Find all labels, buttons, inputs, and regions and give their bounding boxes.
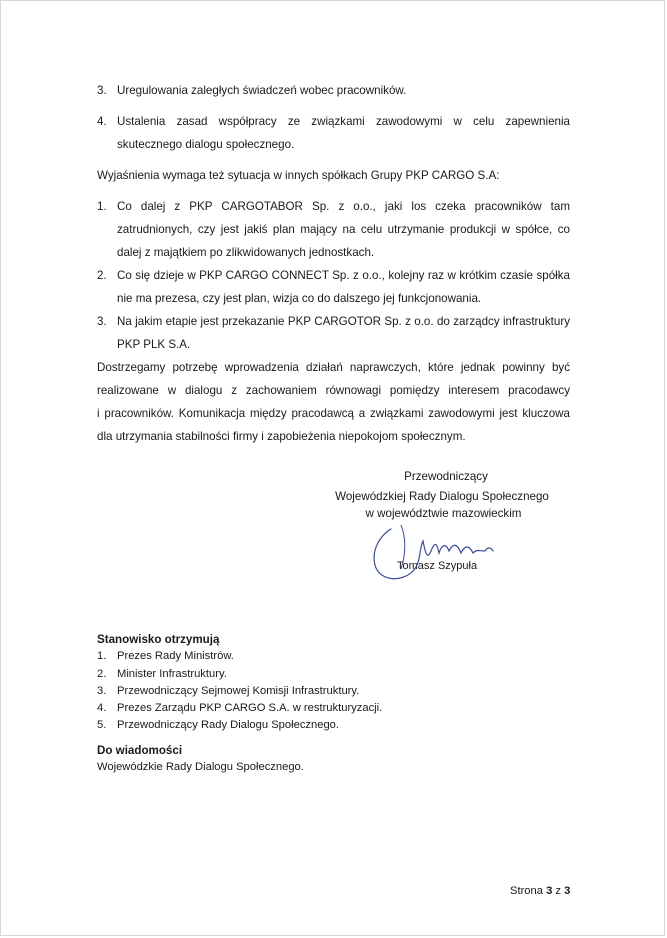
list-item — [97, 666, 497, 683]
page-label: Strona — [510, 885, 543, 897]
list-number: 3. — [97, 84, 107, 97]
page-separator: z — [555, 885, 562, 897]
info-text: Wojewódzkie Rady Dialogu Społecznego. — [97, 761, 304, 774]
list-number: 1. — [97, 200, 107, 213]
list-text: Co się dzieje w PKP CARGO CONNECT Sp. z o.o., kolejny raz w krótkim czasie spółka nie ma prezesa, czy jest plan, wizja co do dalszego jej funkcjonowania. — [117, 269, 570, 305]
signer-name: Tomasz Szypuła — [397, 560, 478, 572]
list-item — [97, 700, 497, 717]
paragraph-line: realizowane w dialogu z zachowaniem równowagi pomiędzy interesem pracodawcy — [97, 384, 570, 397]
info-heading: Do wiadomości — [97, 743, 183, 757]
list-number: 2. — [97, 269, 107, 282]
list-item — [97, 110, 570, 156]
list-number: 4. — [97, 702, 107, 715]
list-text: Prezes Zarządu PKP CARGO S.A. w restrukturyzacji. — [117, 702, 383, 715]
recipients-heading: Stanowisko otrzymują — [97, 633, 220, 646]
intro-paragraph: Wyjaśnienia wymaga też sytuacja w innych spółkach Grupy PKP CARGO S.A: — [97, 169, 500, 182]
signer-region: w województwie mazowieckim — [365, 507, 522, 520]
list-item — [97, 264, 570, 310]
current-page: 3 — [546, 885, 553, 897]
list-text: Przewodniczący Rady Dialogu Społecznego. — [117, 719, 340, 732]
list-text: Uregulowania zaległych świadczeń wobec pracowników. — [117, 84, 407, 97]
paragraph-line: i pracowników. Komunikacja między pracodawcą a związkami zawodowymi jest kluczowa — [97, 407, 570, 420]
list-number: 3. — [97, 315, 107, 328]
signer-title: Przewodniczący — [404, 470, 488, 483]
list-item — [97, 648, 497, 665]
list-item — [97, 717, 497, 734]
list-number: 1. — [97, 650, 107, 663]
list-number: 4. — [97, 115, 107, 128]
handwritten-signature — [361, 521, 521, 591]
paragraph-line: Dostrzegamy potrzebę wprowadzenia działań naprawczych, które jednak powinny być — [97, 361, 570, 374]
list-text: Ustalenia zasad współpracy ze związkami zawodowymi w celu zapewnienia skutecznego dialogu społecznego. — [117, 115, 570, 151]
total-pages: 3 — [564, 885, 571, 897]
signer-council: Wojewódzkiej Rady Dialogu Społecznego — [335, 490, 549, 503]
closing-paragraph — [97, 356, 570, 448]
body-content — [97, 79, 570, 448]
list-item — [97, 683, 497, 700]
list-text: Przewodniczący Sejmowej Komisji Infrastruktury. — [117, 684, 360, 697]
list-item — [97, 310, 570, 356]
page-number — [510, 885, 570, 897]
list-item — [97, 195, 570, 264]
list-number: 5. — [97, 719, 107, 732]
list-text: Minister Infrastruktury. — [117, 667, 227, 680]
list-item — [97, 79, 570, 102]
list-number: 2. — [97, 667, 107, 680]
list-text: Prezes Rady Ministrów. — [117, 650, 234, 663]
recipients-section — [97, 631, 497, 776]
paragraph-line: dla utrzymania stabilności firmy i zapobieżenia niepokojom społecznym. — [97, 430, 466, 443]
list-text: Na jakim etapie jest przekazanie PKP CARGOTOR Sp. z o.o. do zarządcy infrastruktury PKP PLK S.A. — [117, 315, 570, 351]
list-text: Co dalej z PKP CARGOTABOR Sp. z o.o., jaki los czeka pracowników tam zatrudnionych, czy jest jakiś plan mający na celu utrzymanie produkcji w spółce, co dalej z majątkiem po zlikwidowanych jednostkach. — [117, 200, 570, 259]
list-number: 3. — [97, 684, 107, 697]
